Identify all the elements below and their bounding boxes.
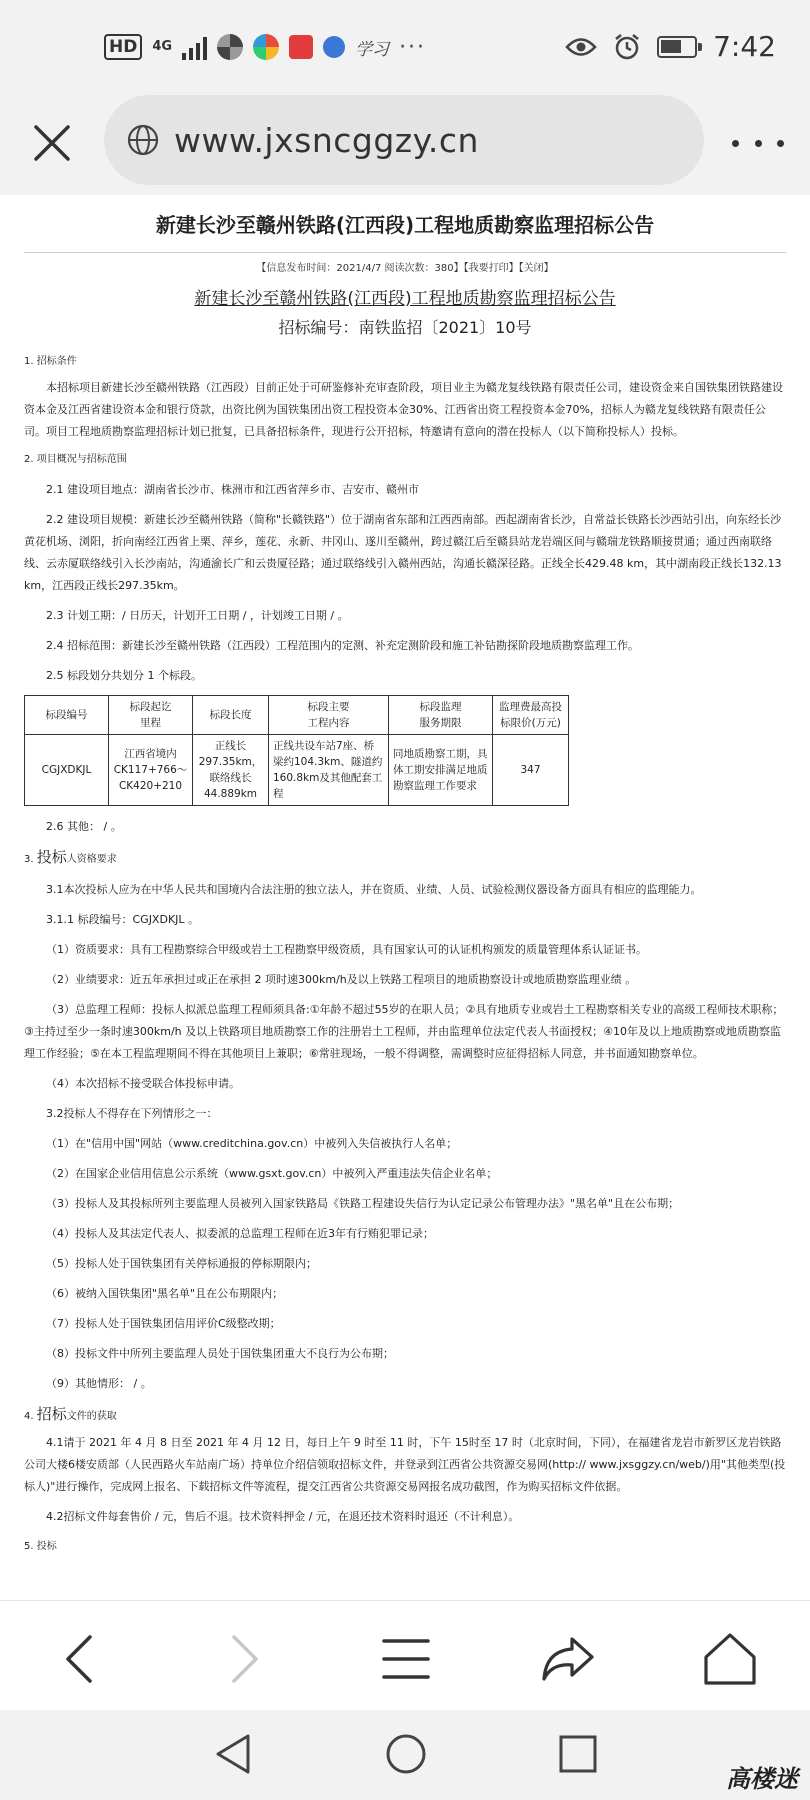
table-cell: 江西省境内CK117+766～CK420+210 — [109, 735, 193, 806]
section-4-heading-big: 招标 — [36, 1405, 67, 1423]
section-2-5: 2.5 标段划分共划分 1 个标段。 — [46, 669, 202, 682]
clock-time: 7:42 — [713, 30, 776, 63]
table-cell: CGJXDKJL — [25, 735, 109, 806]
page-title: 新建长沙至赣州铁路(江西段)工程地质勘察监理招标公告 — [155, 213, 655, 237]
blue-app-icon — [323, 36, 345, 58]
home-icon[interactable] — [700, 1629, 760, 1689]
section-1-heading: 1. 招标条件 — [24, 356, 77, 367]
eye-icon — [565, 36, 597, 58]
back-icon[interactable] — [52, 1629, 112, 1689]
bid-number: 招标编号：南铁监招〔2021〕10号 — [278, 318, 532, 337]
system-back-icon[interactable] — [212, 1732, 256, 1776]
system-nav-bar — [0, 1710, 810, 1800]
menu-dot — [755, 140, 762, 147]
book-app-icon — [289, 35, 313, 59]
table-cell: 正线长297.35km，联络线长44.889km — [193, 735, 269, 806]
browser-bottom-nav — [0, 1600, 810, 1710]
table-header-cell: 标段主要 工程内容 — [269, 696, 389, 735]
qualification-4: （4）本次招标不接受联合体投标申请。 — [46, 1077, 240, 1090]
exclusion-item: （6）被纳入国铁集团"黑名单"且在公布期限内； — [46, 1287, 284, 1300]
title-divider — [24, 252, 786, 253]
section-2-heading: 2. 项目概况与招标范围 — [24, 454, 127, 465]
exclusion-item: （8）投标文件中所列主要监理人员处于国铁集团重大不良行为公布期； — [46, 1347, 394, 1360]
watermark-logo: 高楼迷 — [726, 1765, 798, 1793]
table-header-cell: 监理费最高投标限价(万元) — [493, 696, 569, 735]
share-icon[interactable] — [538, 1629, 598, 1689]
forward-icon[interactable] — [212, 1629, 272, 1689]
more-notifications-icon: ··· — [399, 34, 427, 60]
qualification-1: （1）资质要求：具有工程勘察综合甲级或岩土工程勘察甲级资质，具有国家认可的认证机构颁发的质量管理体系认证证书。 — [46, 943, 647, 956]
table-header-cell: 标段编号 — [25, 696, 109, 735]
section-2-6: 2.6 其他： / 。 — [46, 820, 122, 833]
section-2-2: 2.2 建设项目规模：新建长沙至赣州铁路（简称"长赣铁路"）位于湖南省东部和江西西南部。西起湖南省长沙，自常益长铁路长沙西站引出，向东经长沙黄花机场、浏阳，折向南经江西省上栗、萍乡，莲花、永新、井冈山、遂川至赣州，跨过赣江后至赣县站龙岩端区间与赣瑞龙铁路顺接贯通；通过西南联络线、云赤厦联络线引入长沙南站，沟通渝长广和云贵厦径路；通过联络线引入赣州西站，沟通长赣深径路。正线全长429.48 km，其中湖南段正线长132.13 km，江西段正线长297.35km。 — [24, 513, 782, 592]
exclusion-item: （9）其他情形： / 。 — [46, 1377, 152, 1390]
hd-badge: HD — [104, 34, 142, 60]
status-left — [104, 34, 426, 60]
table-header-cell: 标段长度 — [193, 696, 269, 735]
qualification-2: （2）业绩要求：近五年承担过或正在承担 2 项时速300km/h及以上铁路工程项目的地质勘察设计或地质勘察监理业绩 。 — [46, 973, 637, 986]
section-3-heading — [24, 846, 786, 871]
table-cell: 347 — [493, 735, 569, 806]
section-3-2: 3.2投标人不得存在下列情形之一： — [46, 1107, 218, 1120]
section-4-heading — [24, 1403, 786, 1428]
section-5-heading-partial: 5. 投标 — [24, 1541, 57, 1552]
study-app-label: 学习 — [355, 39, 390, 60]
table-header-cell: 标段起讫 里程 — [109, 696, 193, 735]
exclusion-item: （7）投标人处于国铁集团信用评价C级整改期； — [46, 1317, 281, 1330]
notice-subtitle: 新建长沙至赣州铁路(江西段)工程地质勘察监理招标公告 — [194, 289, 616, 309]
section-1-paragraph: 本招标项目新建长沙至赣州铁路（江西段）目前正处于可研鉴修补充审查阶段，项目业主为赣龙复线铁路有限责任公司，建设资金来自国铁集团铁路建设资本金及江西省建设资本金和银行贷款，出资比例为国铁集团出资工程投资本金30%、江西省出资工程投资本金70%，招标人为赣龙复线铁路有限责任公司。项目工程地质勘察监理招标计划已批复，已具备招标条件，现进行公开招标，特邀请有意向的潜在投标人（以下简称投标人）投标。 — [24, 381, 783, 438]
section-3-number: 3. — [24, 854, 34, 865]
section-3-1: 3.1本次投标人应为在中华人民共和国境内合法注册的独立法人，并在资质、业绩、人员、试验检测仪器设备方面具有相应的监理能力。 — [46, 883, 702, 896]
system-recents-icon[interactable] — [556, 1732, 600, 1776]
bid-section-table — [24, 695, 569, 806]
network-type: 4G — [152, 39, 173, 54]
globe-icon — [126, 123, 160, 157]
url-text[interactable]: www.jxsncggzy.cn — [174, 120, 479, 160]
color-app-notification-icon — [253, 34, 279, 60]
section-4-heading-small: 文件的获取 — [66, 1411, 117, 1422]
exclusion-item: （2）在国家企业信用信息公示系统（www.gsxt.gov.cn）中被列入严重违法失信企业名单； — [46, 1167, 498, 1180]
status-bar — [0, 0, 810, 95]
section-2-1: 2.1 建设项目地点：湖南省长沙市、株洲市和江西省萍乡市、吉安市、赣州市 — [46, 483, 419, 496]
browser-toolbar — [0, 95, 810, 195]
section-3-heading-big: 投标 — [36, 848, 67, 866]
signal-icon — [182, 34, 207, 60]
status-right — [565, 30, 776, 63]
alarm-icon — [613, 33, 641, 61]
app-notification-icon — [217, 34, 243, 60]
exclusion-item: （3）投标人及其投标所列主要监理人员被列入国家铁路局《铁路工程建设失信行为认定记录公布管理办法》"黑名单"且在公布期； — [46, 1197, 680, 1210]
exclusion-item: （4）投标人及其法定代表人、拟委派的总监理工程师在近3年有行贿犯罪记录； — [46, 1227, 434, 1240]
table-header-cell: 标段监理 服务期限 — [389, 696, 493, 735]
system-home-icon[interactable] — [384, 1732, 428, 1776]
section-4-number: 4. — [24, 1411, 34, 1422]
section-3-heading-small: 人资格要求 — [66, 854, 117, 865]
address-bar[interactable] — [104, 95, 704, 185]
page-content — [24, 200, 786, 1600]
menu-lines-icon[interactable] — [376, 1629, 436, 1689]
table-row — [25, 735, 569, 806]
section-3-1-1: 3.1.1 标段编号：CGJXDKJL 。 — [46, 913, 200, 926]
section-4-1: 4.1请于 2021 年 4 月 8 日至 2021 年 4 月 12 日，每日上午 9 时至 11 时，下午 15时至 17 时（北京时间，下同），在福建省龙岩市新罗区龙岩铁路公司大楼6楼安质部（人民西路火车站南广场）持单位介绍信领取招标文件，并登录到江西省公共资源交易网(http:// www.jxsggzy.cn/web/)用"其他类型(投标人)"进行操作，完成网上报名、下载招标文件等流程，提交江西省公共资源交易网报名成功截图，作为购买招标文件依据。 — [24, 1436, 786, 1493]
section-2-3: 2.3 计划工期：/ 日历天，计划开工日期 / ，计划竣工日期 / 。 — [46, 609, 349, 622]
info-line[interactable]: 【信息发布时间：2021/4/7 阅读次数：380】【我要打印】【关闭】 — [256, 263, 554, 274]
menu-dot — [777, 140, 784, 147]
qualification-3: （3）总监理工程师：投标人拟派总监理工程师须具备:①年龄不超过55岁的在职人员；②具有地质专业或岩土工程勘察相关专业的高级工程师技术职称；③主持过至少一条时速300km/h 及以上铁路项目地质勘察工作的注册岩土工程师，并由监理单位法定代表人书面授权；④10年及以上地质勘察或地质勘察监理工作经验；⑤在本工程监理期间不得在其他项目上兼职；⑥常驻现场，一般不得调整，需调整时应征得招标人同意，并书面通知勘察单位。 — [24, 1003, 784, 1060]
table-cell: 正线共设车站7座、桥梁约104.3km、隧道约160.8km及其他配套工程 — [269, 735, 389, 806]
table-cell: 同地质勘察工期，具体工期安排满足地质勘察监理工作要求 — [389, 735, 493, 806]
section-4-2: 4.2招标文件每套售价 / 元，售后不退。技术资料押金 / 元，在退还技术资料时退还（不计利息）。 — [46, 1510, 520, 1523]
exclusion-item: （5）投标人处于国铁集团有关停标通报的停标期限内； — [46, 1257, 317, 1270]
exclusion-item: （1）在"信用中国"网站（www.creditchina.gov.cn）中被列入失信被执行人名单； — [46, 1137, 458, 1150]
table-header-row — [25, 696, 569, 735]
section-2-4: 2.4 招标范围：新建长沙至赣州铁路（江西段）工程范围内的定测、补充定测阶段和施工补钻勘探阶段地质勘察监理工作。 — [46, 639, 639, 652]
more-menu-button[interactable] — [732, 123, 784, 163]
menu-dot — [732, 140, 739, 147]
battery-icon — [657, 36, 697, 58]
close-icon[interactable] — [28, 119, 76, 167]
